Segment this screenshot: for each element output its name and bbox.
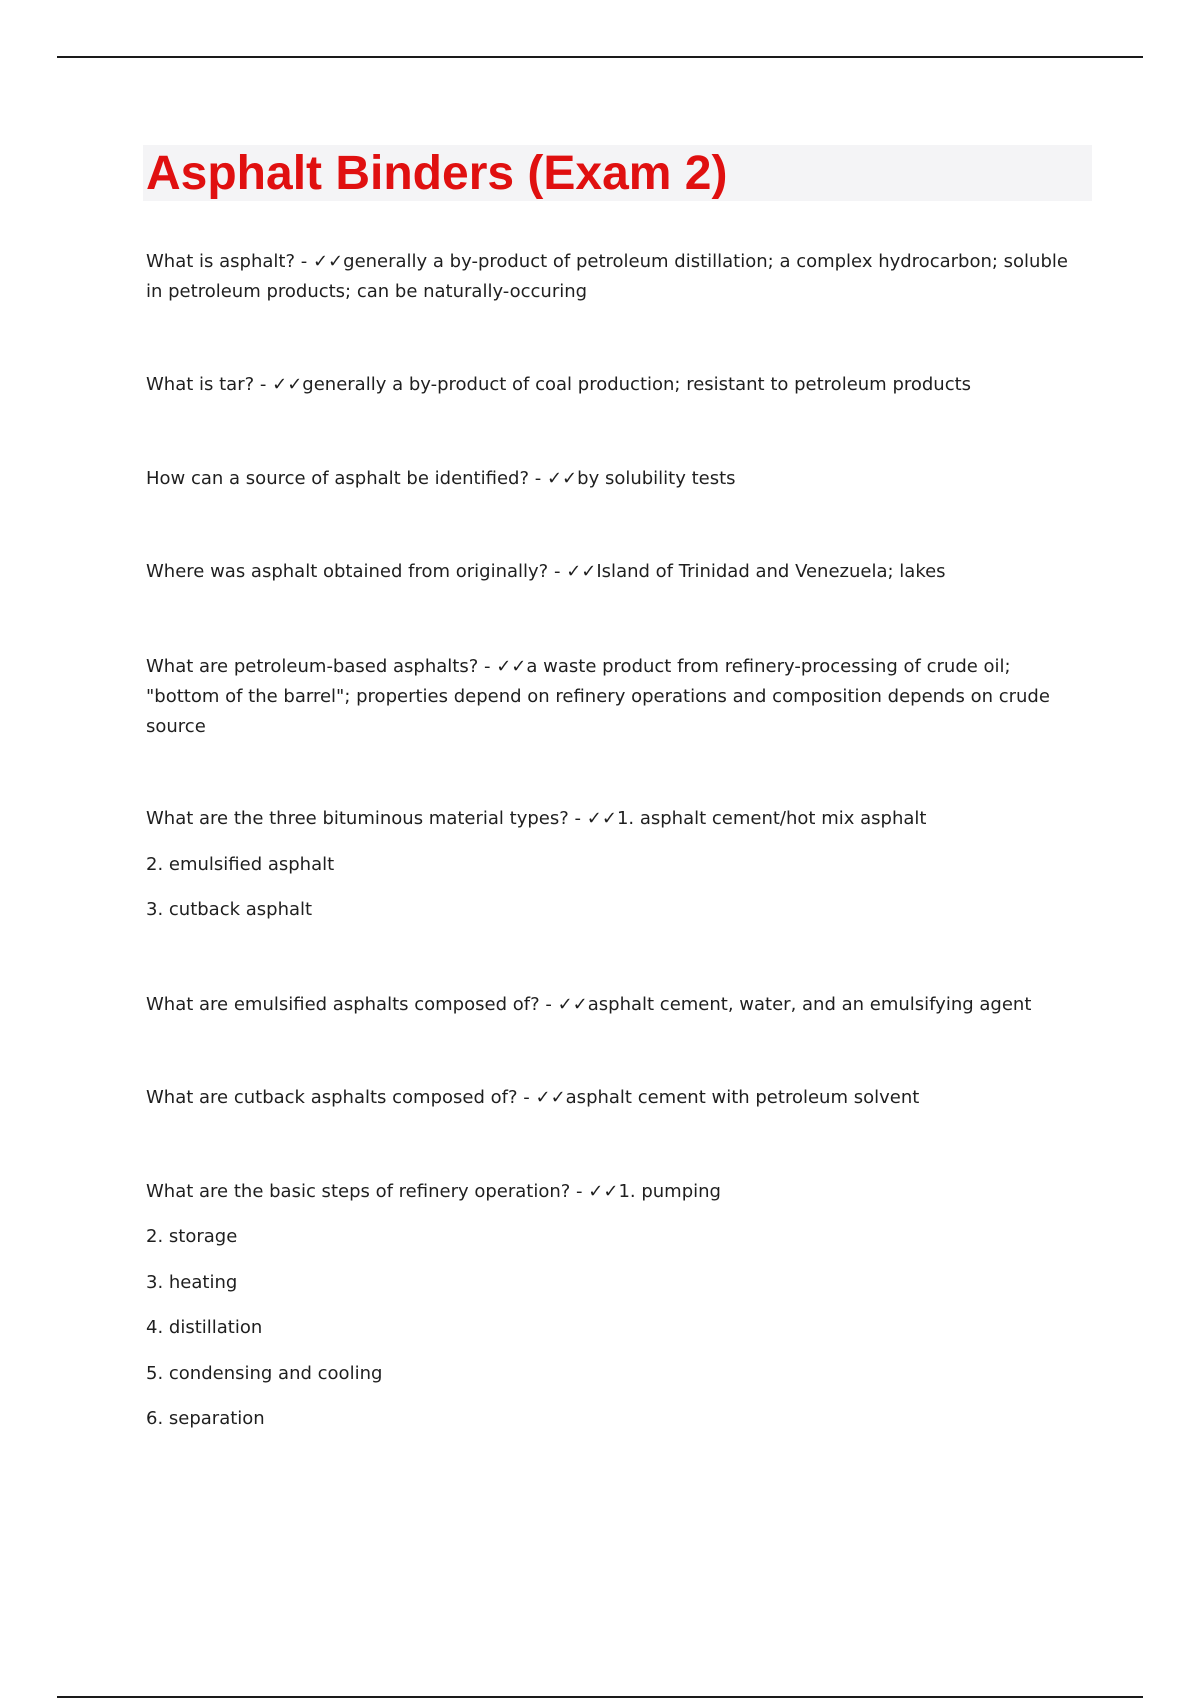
answer-list-item: 4. distillation xyxy=(146,1317,263,1338)
double-check-icon: ✓✓ xyxy=(546,468,578,489)
question-text: How can a source of asphalt be identified? xyxy=(146,468,530,489)
question-text: What are petroleum-based asphalts? xyxy=(146,656,479,677)
double-check-icon: ✓✓ xyxy=(566,561,597,582)
double-check-icon: ✓✓ xyxy=(557,994,588,1015)
separator: - xyxy=(529,468,547,489)
document-title: Asphalt Binders (Exam 2) xyxy=(146,147,728,200)
double-check-icon: ✓✓ xyxy=(496,656,527,677)
separator: - xyxy=(478,656,497,677)
flashcard-3 xyxy=(146,464,736,494)
flashcard-1 xyxy=(146,247,1086,307)
flashcard-2 xyxy=(146,370,971,400)
answer-text: by solubility tests xyxy=(577,468,736,489)
flashcard-4 xyxy=(146,557,946,587)
question-text: What are the three bituminous material types? xyxy=(146,808,569,829)
separator: - xyxy=(548,561,567,582)
question-text: Where was asphalt obtained from originally? xyxy=(146,561,549,582)
bottom-rule xyxy=(57,1696,1143,1698)
answer-text: Island of Trinidad and Venezuela; lakes xyxy=(596,561,946,582)
double-check-icon: ✓✓ xyxy=(588,1181,619,1202)
question-text: What are emulsified asphalts composed of? xyxy=(146,994,540,1015)
answer-list-item: 3. cutback asphalt xyxy=(146,899,313,920)
answer-list-item: 3. heating xyxy=(146,1272,238,1293)
separator: - xyxy=(570,1181,589,1202)
double-check-icon: ✓✓ xyxy=(272,374,303,395)
flashcard-6 xyxy=(146,804,926,834)
question-text: What are cutback asphalts composed of? xyxy=(146,1087,518,1108)
double-check-icon: ✓✓ xyxy=(586,808,617,829)
answer-text: asphalt cement, water, and an emulsifying agent xyxy=(587,994,1032,1015)
separator: - xyxy=(295,251,313,272)
answer-text: 1. asphalt cement/hot mix asphalt xyxy=(616,808,927,829)
answer-text: asphalt cement with petroleum solvent xyxy=(565,1087,920,1108)
answer-text: 1. pumping xyxy=(618,1181,721,1202)
answer-text: generally a by-product of petroleum distillation; a complex hydrocarbon; soluble in petroleum products; can be naturally-occuring xyxy=(146,251,1068,302)
separator: - xyxy=(539,994,558,1015)
answer-text: a waste product from refinery-processing of crude oil; "bottom of the barrel"; properties depend on refinery operations and composition depends on crude source xyxy=(146,656,1050,737)
separator: - xyxy=(254,374,273,395)
double-check-icon: ✓✓ xyxy=(312,251,344,272)
answer-list-item: 2. storage xyxy=(146,1226,238,1247)
question-text: What is tar? xyxy=(146,374,255,395)
flashcard-9 xyxy=(146,1177,721,1207)
answer-list-item: 2. emulsified asphalt xyxy=(146,854,335,875)
flashcard-7 xyxy=(146,990,1031,1020)
top-rule xyxy=(57,56,1143,58)
flashcard-8 xyxy=(146,1083,919,1113)
separator: - xyxy=(517,1087,536,1108)
question-text: What are the basic steps of refinery operation? xyxy=(146,1181,571,1202)
answer-list-item: 5. condensing and cooling xyxy=(146,1363,383,1384)
separator: - xyxy=(568,808,587,829)
question-text: What is asphalt? xyxy=(146,251,296,272)
answer-text: generally a by-product of coal production; resistant to petroleum products xyxy=(302,374,972,395)
double-check-icon: ✓✓ xyxy=(535,1087,566,1108)
flashcard-5 xyxy=(146,652,1086,742)
answer-list-item: 6. separation xyxy=(146,1408,265,1429)
